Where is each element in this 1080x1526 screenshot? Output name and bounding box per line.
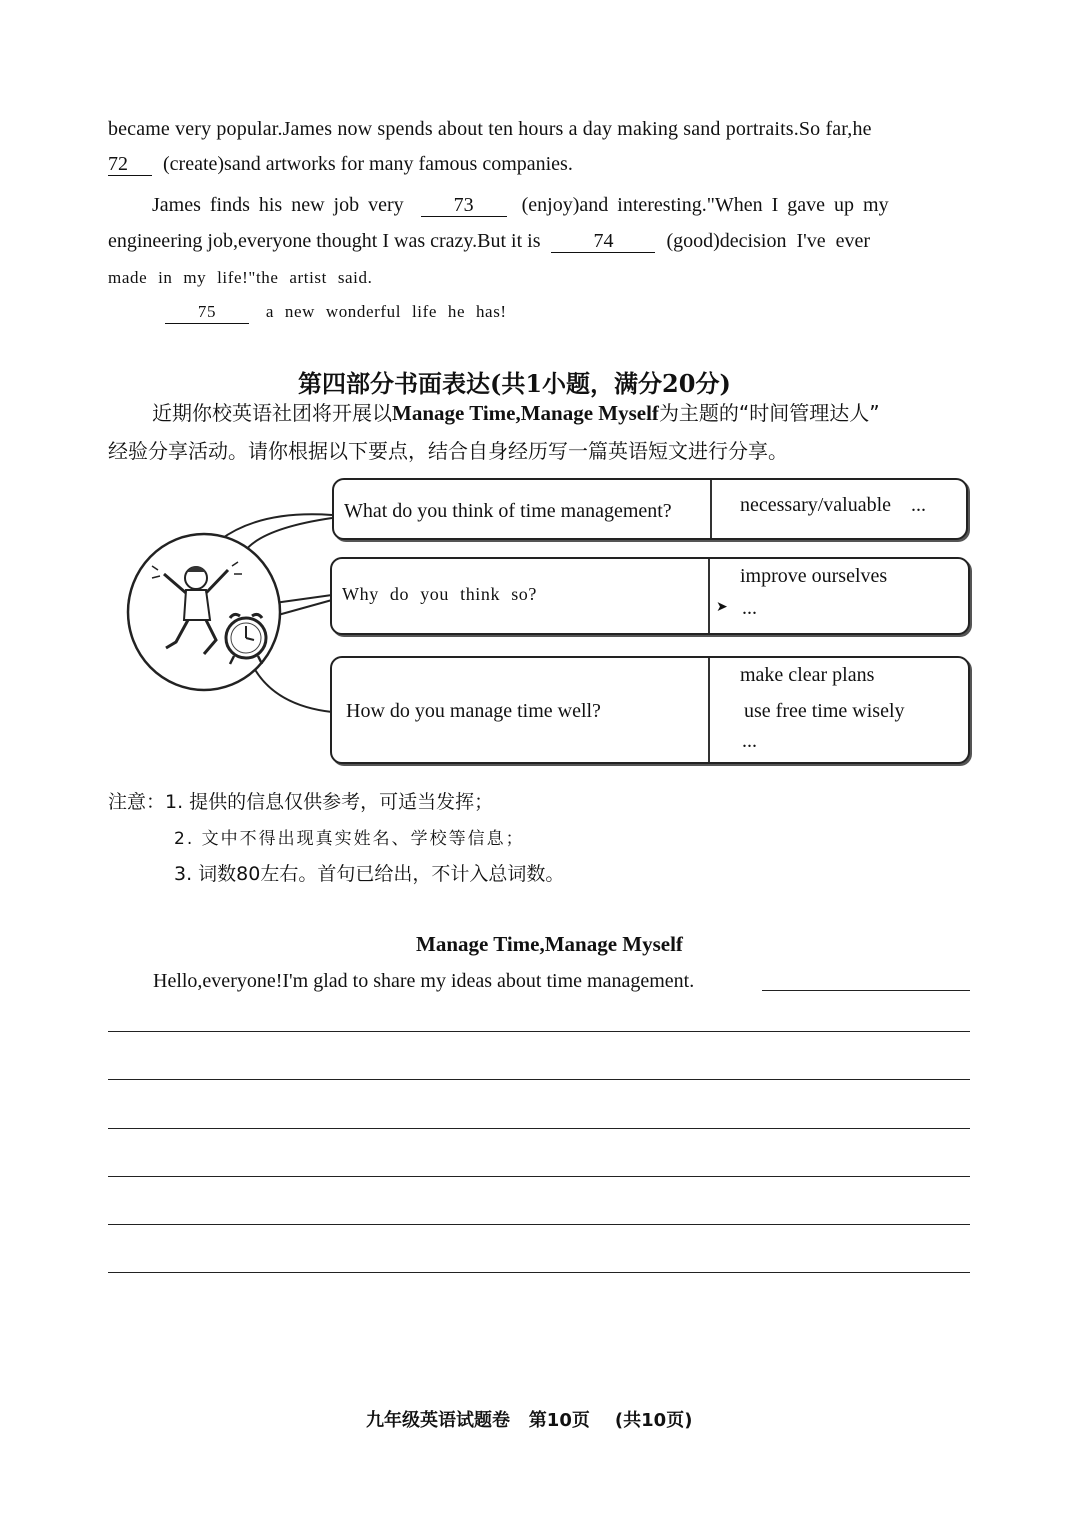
passage-line-6-text: a new wonderful life he has! xyxy=(265,302,507,321)
blank-73[interactable]: 73 xyxy=(421,194,507,217)
diagram-question-2: Why do you think so? xyxy=(342,584,537,604)
passage-line-3-text: (enjoy)and interesting."When I gave up my xyxy=(521,194,889,216)
arrow-icon: ➤ xyxy=(716,600,728,615)
intro-part-2: 为主题的“时间管理达人” xyxy=(658,401,880,425)
diagram-answer-2b: ... xyxy=(742,597,757,619)
writing-line-3[interactable] xyxy=(108,1128,970,1129)
diagram-question-3: How do you manage time well? xyxy=(346,700,601,722)
diagram-row-2 xyxy=(330,557,970,635)
passage-line-2 xyxy=(108,152,573,176)
writing-line-4[interactable] xyxy=(108,1176,970,1177)
notes-item-1: 1. 提供的信息仅供参考，可适当发挥； xyxy=(165,791,494,813)
section-intro-line-1 xyxy=(152,400,880,426)
essay-title: Manage Time,Manage Myself xyxy=(416,932,683,956)
page-footer: 九年级英语试题卷 第10页 (共10页) xyxy=(366,1410,693,1431)
diagram-row-1 xyxy=(332,478,968,540)
passage-line-6 xyxy=(165,300,507,324)
passage-line-3 xyxy=(152,193,889,217)
notes-item-3: 3. 词数80左右。首句已给出，不计入总词数。 xyxy=(174,863,565,885)
passage-line-5: made in my life!"the artist said. xyxy=(108,268,373,287)
notes-label: 注意： xyxy=(108,791,166,813)
diagram-answer-3c: ... xyxy=(742,730,757,752)
boy-body-icon xyxy=(184,590,210,620)
section-intro-line-2: 经验分享活动。请你根据以下要点，结合自身经历写一篇英语短文进行分享。 xyxy=(108,439,788,463)
diagram-answer-1: necessary/valuable ... xyxy=(740,494,927,516)
diagram-answer-3a: make clear plans xyxy=(740,664,875,686)
writing-line-5[interactable] xyxy=(108,1224,970,1225)
writing-line-6[interactable] xyxy=(108,1272,970,1273)
intro-part-1: 近期你校英语社团将开展以 xyxy=(152,401,392,425)
essay-first-sentence: Hello,everyone!I'm glad to share my ideas about time management. xyxy=(153,970,695,992)
intro-theme: Manage Time,Manage Myself xyxy=(392,401,659,425)
passage-line-3-start: James finds his new job very xyxy=(152,194,404,216)
passage-line-1: became very popular.James now spends about ten hours a day making sand portraits.So far,he xyxy=(108,118,872,140)
notes-item-2: 2. 文中不得出现真实姓名、学校等信息； xyxy=(174,829,525,849)
passage-line-4-text: (good)decision I've ever xyxy=(666,230,871,252)
diagram-question-1: What do you think of time management? xyxy=(344,500,672,522)
blank-72[interactable]: 72 xyxy=(108,153,152,176)
passage-line-2-text: (create)sand artworks for many famous companies. xyxy=(163,153,573,175)
jumping-boy-clock-illustration xyxy=(124,530,284,695)
diagram-answer-3b: use free time wisely xyxy=(744,700,905,722)
blank-74[interactable]: 74 xyxy=(551,230,655,253)
diagram-row-3 xyxy=(330,656,970,764)
diagram-answer-2a: improve ourselves xyxy=(740,565,888,587)
writing-line-1[interactable] xyxy=(108,1031,970,1032)
writing-line-0[interactable] xyxy=(762,990,970,991)
writing-line-2[interactable] xyxy=(108,1079,970,1080)
passage-line-4-start: engineering job,everyone thought I was crazy.But it is xyxy=(108,230,541,252)
section-title: 第四部分书面表达(共1小题，满分20分) xyxy=(298,369,731,398)
notes-line-1 xyxy=(108,790,493,814)
passage-line-4 xyxy=(108,229,870,253)
blank-75[interactable]: 75 xyxy=(165,301,249,324)
